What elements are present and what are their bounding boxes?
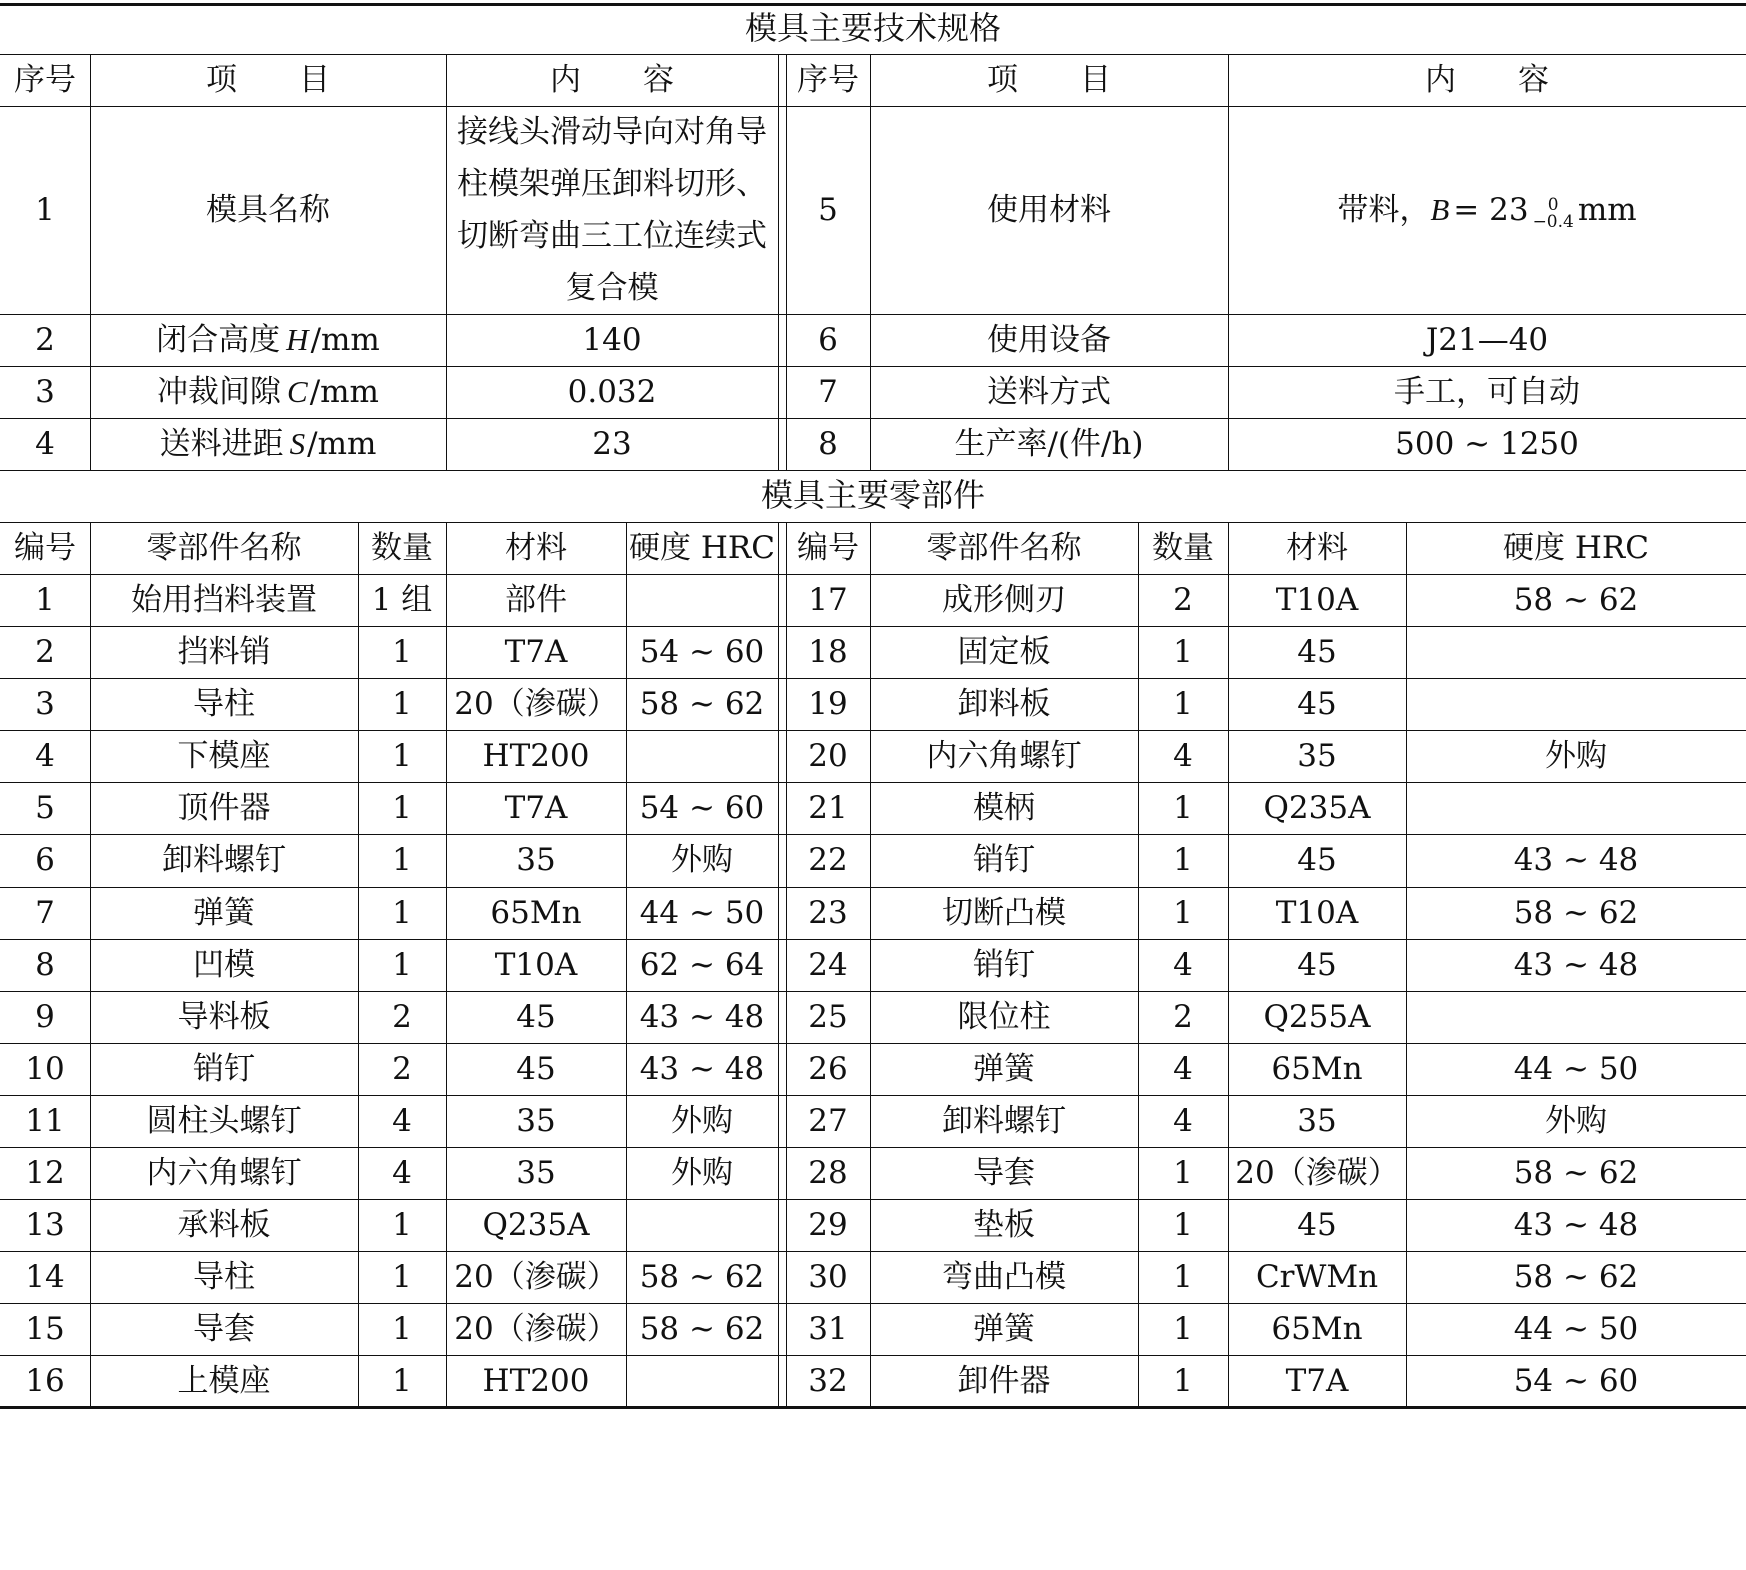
part-quantity: 2 [1173, 998, 1193, 1035]
part-quantity: 1 [392, 1310, 412, 1347]
part-material: 65Mn [1271, 1050, 1363, 1087]
part-hardness: 外购 [671, 1154, 733, 1191]
spec-header-1: 项 目 [206, 61, 330, 98]
part-number: 17 [808, 581, 848, 618]
material-unit: mm [1577, 191, 1637, 228]
part-hardness: 43 ~ 48 [639, 998, 765, 1035]
spec-row-number: 1 [35, 191, 55, 228]
part-material: 35 [516, 842, 556, 879]
parts-header-part-hardness: 硬度 HRC [629, 529, 775, 566]
spec-row-number: 3 [35, 373, 55, 410]
part-name: 导柱 [193, 1258, 255, 1295]
part-number: 9 [35, 998, 55, 1035]
part-number: 26 [808, 1050, 848, 1087]
part-material: HT200 [482, 737, 590, 774]
part-material: Q235A [482, 1206, 590, 1243]
part-number: 24 [808, 946, 848, 983]
part-material: 65Mn [490, 894, 582, 931]
part-quantity: 1 [1173, 685, 1193, 722]
part-material: 35 [516, 1102, 556, 1139]
part-hardness [626, 574, 778, 626]
spec-item-text: 冲裁间隙 [157, 373, 282, 410]
part-hardness: 62 ~ 64 [639, 946, 765, 983]
part-number: 4 [35, 737, 55, 774]
part-number: 6 [35, 842, 55, 879]
part-hardness: 54 ~ 60 [639, 789, 765, 826]
part-number: 2 [35, 633, 55, 670]
part-name: 卸件器 [957, 1362, 1051, 1399]
part-hardness: 58 ~ 62 [1513, 1258, 1639, 1295]
part-material: T10A [1275, 581, 1359, 618]
part-number: 29 [808, 1206, 848, 1243]
part-name: 导套 [973, 1154, 1035, 1191]
part-hardness: 58 ~ 62 [1513, 894, 1639, 931]
part-number: 7 [35, 894, 55, 931]
part-quantity: 1 [1173, 1258, 1193, 1295]
part-hardness: 43 ~ 48 [1513, 1206, 1639, 1243]
part-number: 31 [808, 1310, 848, 1347]
part-number: 14 [25, 1258, 65, 1295]
part-name: 弹簧 [193, 894, 255, 931]
part-quantity: 1 [1173, 842, 1193, 879]
spec-header-5: 内 容 [1425, 61, 1549, 98]
part-name: 承料板 [177, 1206, 271, 1243]
spec-item-label: 使用设备 [987, 321, 1111, 358]
part-name: 卸料螺钉 [162, 842, 286, 879]
part-quantity: 2 [1173, 581, 1193, 618]
part-quantity: 1 [392, 842, 412, 879]
part-hardness [1406, 782, 1746, 834]
material-text: 带料， [1337, 191, 1431, 228]
part-number: 25 [808, 998, 848, 1035]
part-hardness [626, 1199, 778, 1251]
part-hardness: 外购 [1545, 1102, 1607, 1139]
spec-item-content: 500 ~ 1250 [1395, 425, 1579, 462]
spec-row-number: 6 [818, 321, 838, 358]
spec-item-label: 生产率/(件/h) [954, 425, 1144, 462]
spec-item-label: 使用材料 [987, 191, 1111, 228]
parts-header-part-material: 材料 [505, 529, 567, 566]
spec-row-number: 2 [35, 321, 55, 358]
part-name: 始用挡料装置 [131, 581, 317, 618]
part-number: 12 [25, 1154, 65, 1191]
part-quantity: 4 [1173, 1102, 1193, 1139]
column-divider [778, 522, 779, 1407]
part-name: 导柱 [193, 685, 255, 722]
part-number: 22 [808, 842, 848, 879]
part-number: 5 [35, 789, 55, 826]
part-hardness: 54 ~ 60 [1513, 1362, 1639, 1399]
spec-header-4: 项 目 [987, 61, 1111, 98]
part-name: 凹模 [193, 946, 255, 983]
part-number: 27 [808, 1102, 848, 1139]
part-material: T10A [494, 946, 578, 983]
part-quantity: 2 [392, 998, 412, 1035]
part-hardness [1406, 678, 1746, 730]
material-width-value: = 23 [1453, 191, 1529, 228]
part-quantity: 1 [1173, 1362, 1193, 1399]
spec-item-text: 闭合高度 [156, 321, 281, 358]
part-hardness: 58 ~ 62 [639, 1258, 765, 1295]
spec-item-text: 送料进距 [159, 425, 284, 462]
part-material: CrWMn [1255, 1258, 1379, 1295]
spec-item-label: 送料方式 [987, 373, 1111, 410]
part-number: 10 [25, 1050, 65, 1087]
part-quantity: 1 [392, 894, 412, 931]
part-name: 导套 [193, 1310, 255, 1347]
spec-item-variable: S [289, 425, 306, 461]
part-hardness [1406, 626, 1746, 678]
part-hardness [626, 730, 778, 782]
part-hardness: 44 ~ 50 [1513, 1310, 1639, 1347]
part-material: 45 [1297, 633, 1337, 670]
part-quantity: 2 [392, 1050, 412, 1087]
part-number: 32 [808, 1362, 848, 1399]
part-name: 内六角螺钉 [926, 737, 1082, 774]
part-quantity: 1 [392, 1362, 412, 1399]
part-number: 23 [808, 894, 848, 931]
parts-header-part-name: 零部件名称 [926, 529, 1082, 566]
spec-header-0: 序号 [14, 61, 76, 98]
spec-item-label [90, 418, 446, 470]
part-hardness: 58 ~ 62 [639, 685, 765, 722]
spec-item-content: 手工，可自动 [1394, 373, 1580, 410]
part-hardness: 58 ~ 62 [1513, 581, 1639, 618]
part-name: 固定板 [957, 633, 1051, 670]
part-material: HT200 [482, 1362, 590, 1399]
part-quantity: 1 [1173, 633, 1193, 670]
part-name: 导料板 [177, 998, 271, 1035]
part-quantity: 1 [1173, 1310, 1193, 1347]
spec-item-label [90, 366, 446, 418]
part-name: 弯曲凸模 [942, 1258, 1066, 1295]
part-material: 45 [516, 1050, 556, 1087]
parts-header-part-name: 零部件名称 [146, 529, 302, 566]
part-name: 上模座 [177, 1362, 271, 1399]
parts-header-part-quantity: 数量 [1152, 529, 1214, 566]
part-hardness [626, 1355, 778, 1407]
part-material: 45 [1297, 1206, 1337, 1243]
part-material: 45 [1297, 842, 1337, 879]
part-hardness: 44 ~ 50 [639, 894, 765, 931]
part-quantity: 1 组 [371, 581, 433, 618]
spec-item-label: 模具名称 [206, 191, 330, 228]
part-name: 成形侧刃 [942, 581, 1066, 618]
spec-header-2: 内 容 [550, 61, 674, 98]
tolerance-upper: 0 [1547, 195, 1559, 215]
part-material: T10A [1275, 894, 1359, 931]
part-material: T7A [504, 789, 568, 826]
tolerance [1533, 197, 1574, 231]
part-hardness: 58 ~ 62 [1513, 1154, 1639, 1191]
part-number: 3 [35, 685, 55, 722]
spec-item-content: J21—40 [1425, 321, 1549, 358]
part-material: 45 [516, 998, 556, 1035]
part-name: 内六角螺钉 [146, 1154, 302, 1191]
spec-item-unit: /mm [307, 425, 377, 462]
spec-item-unit: /mm [309, 373, 379, 410]
part-material: 20（渗碳） [1235, 1154, 1399, 1191]
part-quantity: 1 [392, 789, 412, 826]
part-hardness: 43 ~ 48 [639, 1050, 765, 1087]
spec-row-number: 4 [35, 425, 55, 462]
part-quantity: 1 [392, 685, 412, 722]
part-number: 15 [25, 1310, 65, 1347]
part-material: 20（渗碳） [454, 1258, 618, 1295]
part-hardness: 外购 [671, 842, 733, 879]
part-hardness: 43 ~ 48 [1513, 946, 1639, 983]
part-name: 顶件器 [177, 789, 271, 826]
part-name: 销钉 [973, 946, 1035, 983]
part-quantity: 1 [392, 1206, 412, 1243]
part-number: 21 [808, 789, 848, 826]
part-name: 销钉 [193, 1050, 255, 1087]
part-material: 20（渗碳） [454, 685, 618, 722]
part-hardness: 58 ~ 62 [639, 1310, 765, 1347]
spec-header-3: 序号 [797, 61, 859, 98]
part-material: 35 [1297, 1102, 1337, 1139]
part-quantity: 1 [1173, 789, 1193, 826]
part-name: 挡料销 [177, 633, 271, 670]
part-number: 13 [25, 1206, 65, 1243]
part-quantity: 1 [392, 737, 412, 774]
part-name: 下模座 [177, 737, 271, 774]
part-material: Q255A [1263, 998, 1371, 1035]
part-number: 11 [25, 1102, 65, 1139]
part-quantity: 4 [392, 1102, 412, 1139]
part-quantity: 4 [1173, 946, 1193, 983]
spec-row-number: 5 [818, 191, 838, 228]
part-number: 30 [808, 1258, 848, 1295]
spec-item-content: 0.032 [567, 373, 657, 410]
part-name: 卸料板 [957, 685, 1051, 722]
parts-table-title: 模具主要零部件 [760, 476, 985, 515]
tolerance-lower: −0.4 [1532, 212, 1574, 232]
spec-item-content: 23 [592, 425, 632, 462]
column-divider [778, 54, 779, 470]
part-number: 19 [808, 685, 848, 722]
part-name: 弹簧 [973, 1310, 1035, 1347]
part-material: 65Mn [1271, 1310, 1363, 1347]
spec-item-content [1228, 106, 1746, 314]
part-hardness: 外购 [1545, 737, 1607, 774]
part-name: 圆柱头螺钉 [146, 1102, 302, 1139]
parts-header-part-hardness: 硬度 HRC [1503, 529, 1649, 566]
part-quantity: 1 [1173, 894, 1193, 931]
spec-item-variable: H [286, 321, 309, 357]
part-quantity: 4 [1173, 1050, 1193, 1087]
part-material: 部件 [505, 581, 567, 618]
part-material: 35 [1297, 737, 1337, 774]
part-name: 垫板 [973, 1206, 1035, 1243]
part-material: T7A [1285, 1362, 1349, 1399]
part-quantity: 1 [1173, 1154, 1193, 1191]
part-quantity: 4 [1173, 737, 1193, 774]
part-number: 28 [808, 1154, 848, 1191]
spec-item-variable: C [287, 373, 308, 409]
part-quantity: 1 [1173, 1206, 1193, 1243]
part-name: 模柄 [973, 789, 1035, 826]
part-quantity: 4 [392, 1154, 412, 1191]
spec-row-number: 7 [818, 373, 838, 410]
parts-header-part-quantity: 数量 [371, 529, 433, 566]
part-quantity: 1 [392, 946, 412, 983]
spec-item-unit: /mm [310, 321, 380, 358]
part-name: 切断凸模 [942, 894, 1066, 931]
part-name: 限位柱 [957, 998, 1051, 1035]
part-material: T7A [504, 633, 568, 670]
part-hardness: 外购 [671, 1102, 733, 1139]
part-hardness [1406, 991, 1746, 1043]
part-material: 45 [1297, 946, 1337, 983]
parts-header-part-material: 材料 [1286, 529, 1348, 566]
spec-item-content: 接线头滑动导向对角导柱模架弹压卸料切形、切断弯曲三工位连续式复合模 [457, 114, 767, 306]
part-material: 20（渗碳） [454, 1310, 618, 1347]
part-hardness: 54 ~ 60 [639, 633, 765, 670]
part-number: 1 [35, 581, 55, 618]
spec-row-number: 8 [818, 425, 838, 462]
part-hardness: 44 ~ 50 [1513, 1050, 1639, 1087]
part-name: 弹簧 [973, 1050, 1035, 1087]
part-material: 45 [1297, 685, 1337, 722]
part-quantity: 1 [392, 1258, 412, 1295]
part-material: Q235A [1263, 789, 1371, 826]
part-number: 8 [35, 946, 55, 983]
spec-item-content: 140 [582, 321, 642, 358]
part-number: 20 [808, 737, 848, 774]
part-name: 卸料螺钉 [942, 1102, 1066, 1139]
part-quantity: 1 [392, 633, 412, 670]
part-number: 16 [25, 1362, 65, 1399]
part-hardness: 43 ~ 48 [1513, 842, 1639, 879]
parts-header-part-number: 编号 [797, 529, 859, 566]
parts-header-part-number: 编号 [14, 529, 76, 566]
spec-table-title: 模具主要技术规格 [744, 9, 1001, 48]
part-number: 18 [808, 633, 848, 670]
part-name: 销钉 [973, 842, 1035, 879]
material-width-variable: B [1430, 191, 1450, 227]
part-material: 35 [516, 1154, 556, 1191]
spec-item-label [90, 314, 446, 366]
